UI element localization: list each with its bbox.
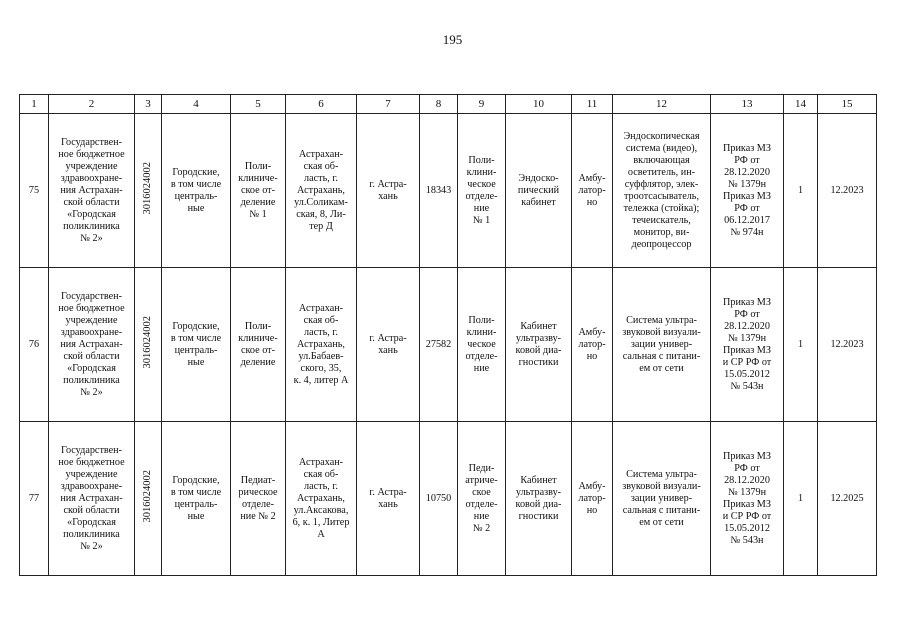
settlement-type-cell: Городские, в том числе централь- ные bbox=[162, 268, 231, 422]
code-text: 3016024002 bbox=[142, 470, 153, 523]
care-form-cell: Амбу- латор- но bbox=[572, 268, 613, 422]
address-cell: Астрахан- ская об- ласть, г. Астрахань, ул.Аксакова, 6, к. 1, Литер А bbox=[286, 422, 357, 576]
quantity-cell: 1 bbox=[784, 114, 818, 268]
unit-cell: Поли- клини- ческое отделе- ние bbox=[458, 268, 506, 422]
header-cell: 5 bbox=[231, 95, 286, 114]
table-row bbox=[20, 114, 877, 268]
unit-cell: Поли- клини- ческое отделе- ние № 1 bbox=[458, 114, 506, 268]
header-cell: 6 bbox=[286, 95, 357, 114]
care-form-cell: Амбу- латор- но bbox=[572, 422, 613, 576]
order-cell: Приказ МЗ РФ от 28.12.2020 № 1379н Приказ МЗ РФ от 06.12.2017 № 974н bbox=[711, 114, 784, 268]
row-number: 76 bbox=[20, 268, 49, 422]
quantity-cell: 1 bbox=[784, 422, 818, 576]
order-cell: Приказ МЗ РФ от 28.12.2020 № 1379н Приказ МЗ и СР РФ от 15.05.2012 № 543н bbox=[711, 422, 784, 576]
header-cell: 7 bbox=[357, 95, 420, 114]
table-row bbox=[20, 268, 877, 422]
organization-cell: Государствен- ное бюджетное учреждение здравоохране- ния Астрахан- ской области «Городская поликлиника № 2» bbox=[49, 268, 135, 422]
header-cell: 10 bbox=[506, 95, 572, 114]
code-cell bbox=[135, 268, 162, 422]
division-cell: Поли- клиниче- ское от- деление № 1 bbox=[231, 114, 286, 268]
date-cell: 12.2023 bbox=[818, 268, 877, 422]
code-text: 3016024002 bbox=[142, 162, 153, 215]
header-cell: 2 bbox=[49, 95, 135, 114]
date-cell: 12.2025 bbox=[818, 422, 877, 576]
header-cell: 12 bbox=[613, 95, 711, 114]
row-number: 75 bbox=[20, 114, 49, 268]
unit-cell: Педи- атриче- ское отделе- ние № 2 bbox=[458, 422, 506, 576]
settlement-type-cell: Городские, в том числе централь- ные bbox=[162, 114, 231, 268]
quantity-cell: 1 bbox=[784, 268, 818, 422]
count-cell: 18343 bbox=[420, 114, 458, 268]
row-number: 77 bbox=[20, 422, 49, 576]
city-cell: г. Астра- хань bbox=[357, 114, 420, 268]
equipment-table bbox=[19, 94, 877, 576]
table-row bbox=[20, 422, 877, 576]
date-cell: 12.2023 bbox=[818, 114, 877, 268]
cabinet-cell: Эндоско- пический кабинет bbox=[506, 114, 572, 268]
cabinet-cell: Кабинет ультразву- ковой диа- гностики bbox=[506, 268, 572, 422]
code-cell bbox=[135, 422, 162, 576]
equipment-cell: Система ультра- звуковой визуали- зации универ- сальная с питани- ем от сети bbox=[613, 422, 711, 576]
organization-cell: Государствен- ное бюджетное учреждение здравоохране- ния Астрахан- ской области «Городская поликлиника № 2» bbox=[49, 114, 135, 268]
address-cell: Астрахан- ская об- ласть, г. Астрахань, ул.Соликам- ская, 8, Ли- тер Д bbox=[286, 114, 357, 268]
header-row bbox=[20, 95, 877, 114]
header-cell: 15 bbox=[818, 95, 877, 114]
care-form-cell: Амбу- латор- но bbox=[572, 114, 613, 268]
header-cell: 14 bbox=[784, 95, 818, 114]
count-cell: 27582 bbox=[420, 268, 458, 422]
header-cell: 3 bbox=[135, 95, 162, 114]
header-cell: 8 bbox=[420, 95, 458, 114]
city-cell: г. Астра- хань bbox=[357, 268, 420, 422]
order-cell: Приказ МЗ РФ от 28.12.2020 № 1379н Приказ МЗ и СР РФ от 15.05.2012 № 543н bbox=[711, 268, 784, 422]
cabinet-cell: Кабинет ультразву- ковой диа- гностики bbox=[506, 422, 572, 576]
page-number: 195 bbox=[442, 32, 463, 47]
division-cell: Педиат- рическое отделе- ние № 2 bbox=[231, 422, 286, 576]
code-cell bbox=[135, 114, 162, 268]
code-text: 3016024002 bbox=[142, 316, 153, 369]
settlement-type-cell: Городские, в том числе централь- ные bbox=[162, 422, 231, 576]
count-cell: 10750 bbox=[420, 422, 458, 576]
header-cell: 9 bbox=[458, 95, 506, 114]
equipment-cell: Эндоскопическая система (видео), включающая осветитель, ин- суффлятор, элек- троотсасыватель, тележка (стойка); течеискатель, монитор, ви- деопроцессор bbox=[613, 114, 711, 268]
header-cell: 1 bbox=[20, 95, 49, 114]
equipment-cell: Система ультра- звуковой визуали- зации универ- сальная с питани- ем от сети bbox=[613, 268, 711, 422]
division-cell: Поли- клиниче- ское от- деление bbox=[231, 268, 286, 422]
city-cell: г. Астра- хань bbox=[357, 422, 420, 576]
organization-cell: Государствен- ное бюджетное учреждение здравоохране- ния Астрахан- ской области «Городская поликлиника № 2» bbox=[49, 422, 135, 576]
address-cell: Астрахан- ская об- ласть, г. Астрахань, ул.Бабаев- ского, 35, к. 4, литер А bbox=[286, 268, 357, 422]
header-cell: 4 bbox=[162, 95, 231, 114]
header-cell: 13 bbox=[711, 95, 784, 114]
header-cell: 11 bbox=[572, 95, 613, 114]
